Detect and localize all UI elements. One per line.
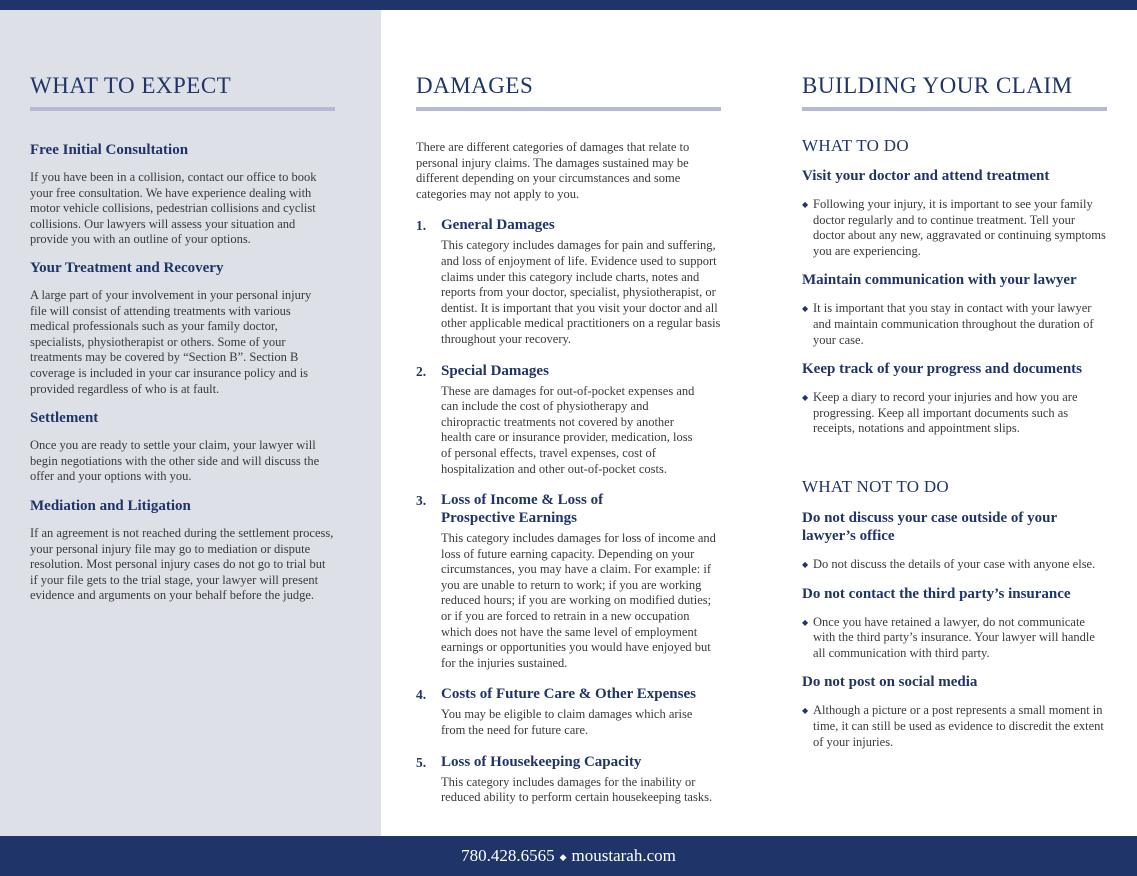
damage-number: 1. (416, 218, 427, 234)
damage-item (416, 216, 722, 347)
damages-intro: There are different categories of damages that relate to personal injury claims. The damages sustained may be different depending on your circumstances and some categories may not apply to you. (416, 140, 690, 201)
damage-title: Loss of Housekeeping Capacity (441, 753, 642, 770)
building-claim-column (802, 72, 1108, 750)
todo-bullet (802, 301, 1108, 348)
what-not-to-do-heading: WHAT NOT TO DO (802, 476, 949, 496)
expect-section (30, 497, 336, 604)
diamond-bullet-icon: ◆ (802, 706, 809, 716)
bullet-text: Although a picture or a post represents a small moment in time, it can still be used as evidence to discredit the extent of your injuries. (813, 703, 1104, 749)
section-body: If you have been in a collision, contact our office to book your free consultation. We have experience dealing with motor vehicle collisions, pedestrian collisions and cyclist collisions. Our lawyers will assess your situation and provide you with an outline of your options. (30, 170, 317, 247)
damage-number: 3. (416, 493, 427, 509)
damage-number: 5. (416, 754, 427, 770)
damages-heading: DAMAGES (416, 73, 534, 98)
diamond-bullet-icon: ◆ (802, 200, 809, 209)
heading-rule (802, 107, 1107, 111)
nottodo-title: Do not contact the third party’s insurance (802, 585, 1071, 602)
bullet-text: Once you have retained a lawyer, do not communicate with the third party’s insurance. Your lawyer will handle all communication with third party. (813, 614, 1095, 660)
what-to-expect-heading: WHAT TO EXPECT (30, 73, 232, 98)
nottodo-bullet (802, 557, 1108, 573)
bullet-text: It is important that you stay in contact with your lawyer and maintain communication throughout the duration of your case. (813, 301, 1094, 347)
phone-number: 780.428.6565 (461, 846, 555, 865)
damage-item (416, 753, 722, 806)
bullet-text: Following your injury, it is important to see your family doctor regularly and to continue treatment. Tell your doctor about any new, aggravated or continuing symptoms you are experiencing. (813, 197, 1106, 258)
damage-title: Special Damages (441, 362, 549, 379)
damage-item (416, 362, 722, 478)
damage-body: This category includes damages for loss of income and loss of future earning capacity. Depending on your circumstances, you may have a claim. For example: if you are unable to return to work; if you are working reduced hours; if you are working on modified duties; or if you are forced to retrain in a new occupation which does not have the same level of employment earnings or opportunities you would have enjoyed but for the injuries sustained. (441, 531, 716, 670)
damage-body: These are damages for out-of-pocket expenses and can include the cost of physiotherapy and chiropractic treatments not covered by another health care or insurance provider, medication, loss of personal effects, travel expenses, cost of hospitalization and other out-of-pocket costs. (441, 383, 695, 476)
heading-rule (30, 107, 335, 111)
section-body: Once you are ready to settle your claim, your lawyer will begin negotiations with the other side and will discuss the offer and your options with you. (30, 438, 320, 484)
damages-column (416, 72, 722, 806)
todo-bullet (802, 197, 1108, 259)
top-bar (0, 0, 1137, 10)
diamond-bullet-icon: ◆ (802, 617, 809, 627)
diamond-bullet-icon: ◆ (802, 393, 809, 403)
nottodo-bullet (802, 615, 1108, 662)
todo-title: Keep track of your progress and documents (802, 361, 1083, 378)
damage-number: 4. (416, 687, 427, 703)
what-to-expect-column (30, 72, 336, 604)
damage-item (416, 491, 722, 671)
todo-title: Visit your doctor and attend treatment (802, 168, 1050, 184)
section-title: Your Treatment and Recovery (30, 259, 224, 276)
section-title: Settlement (30, 410, 99, 427)
todo-bullet (802, 390, 1108, 437)
heading-rule (416, 107, 721, 111)
damage-title: Costs of Future Care & Other Expenses (441, 686, 696, 703)
section-title: Free Initial Consultation (30, 142, 189, 158)
diamond-bullet-icon: ◆ (802, 304, 809, 314)
section-body: If an agreement is not reached during the settlement process, your personal injury file may go to mediation or dispute resolution. Most personal injury cases do not go to trial but if your file gets to the trial stage, your lawyer will present evidence and arguments on your behalf before the judge. (30, 525, 334, 603)
website-link[interactable]: moustarah.com (571, 846, 676, 865)
bullet-text: Keep a diary to record your injuries and how you are progressing. Keep all important documents such as receipts, notations and appointment slips. (813, 390, 1078, 436)
bullet-text: Do not discuss the details of your case with anyone else. (813, 556, 1096, 571)
diamond-bullet-icon: ◆ (802, 559, 809, 569)
expect-section (30, 409, 336, 485)
building-claim-heading: BUILDING YOUR CLAIM (802, 73, 1073, 98)
todo-title: Maintain communication with your lawyer (802, 272, 1077, 289)
damage-item (416, 685, 722, 738)
expect-section (30, 141, 336, 248)
what-to-do-heading: WHAT TO DO (802, 136, 909, 155)
damage-body: This category includes damages for the inability or reduced ability to perform certain housekeeping tasks. (441, 774, 713, 805)
nottodo-title: Do not post on social media (802, 674, 978, 691)
diamond-separator-icon: ◆ (559, 851, 567, 862)
damage-title: Loss of Income & Loss of Prospective Earnings (441, 492, 604, 527)
section-title: Mediation and Litigation (30, 497, 191, 514)
damage-body: You may be eligible to claim damages which arise from the need for future care. (441, 707, 693, 738)
nottodo-bullet (802, 703, 1108, 750)
footer-bar (0, 836, 1137, 876)
damage-body: This category includes damages for pain and suffering, and loss of enjoyment of life. Evidence used to support claims under this category include charts, notes and reports from your doctor, specialist, physiotherapist, or dentist. It is important that you visit your doctor and all other applicable medical practitioners on a regular basis throughout your recovery. (441, 238, 721, 346)
damage-number: 2. (416, 363, 427, 379)
damage-title: General Damages (441, 217, 555, 234)
expect-section (30, 259, 336, 397)
nottodo-title: Do not discuss your case outside of your lawyer’s office (802, 509, 1057, 544)
section-body: A large part of your involvement in your personal injury file will consist of attending treatments with various medical professionals such as your family doctor, specialists, physiotherapist or others. Some of your treatments may be covered by “Section B”. Section B coverage is included in your car insurance policy and is provided regardless of who is at fault. (30, 287, 312, 396)
